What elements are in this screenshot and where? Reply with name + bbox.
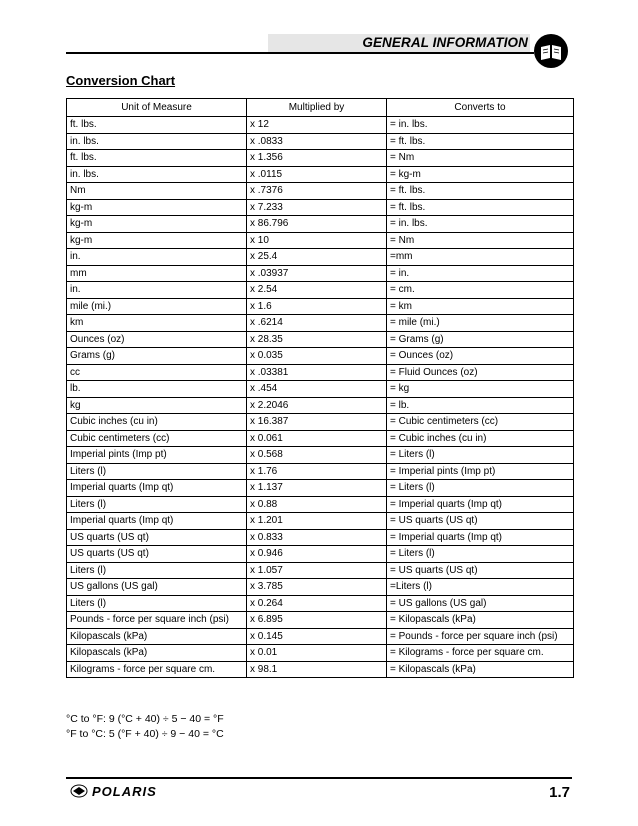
table-row (67, 414, 574, 431)
polaris-logo (70, 782, 180, 800)
cell-unit: Liters (l) (67, 463, 247, 480)
table-row (67, 513, 574, 530)
cell-multiplier: x 1.137 (247, 480, 387, 497)
table-row (67, 463, 574, 480)
cell-multiplier: x 1.201 (247, 513, 387, 530)
table-row (67, 480, 574, 497)
cell-multiplier: x 7.233 (247, 199, 387, 216)
table-row (67, 546, 574, 563)
cell-converts-to: = Nm (387, 150, 574, 167)
cell-unit: Nm (67, 183, 247, 200)
cell-multiplier: x 0.035 (247, 348, 387, 365)
cell-multiplier: x .03937 (247, 265, 387, 282)
cell-multiplier: x 0.946 (247, 546, 387, 563)
cell-unit: Imperial pints (Imp pt) (67, 447, 247, 464)
cell-multiplier: x .0115 (247, 166, 387, 183)
cell-unit: kg-m (67, 216, 247, 233)
table-row (67, 249, 574, 266)
cell-unit: Cubic inches (cu in) (67, 414, 247, 431)
cell-unit: ft. lbs. (67, 150, 247, 167)
cell-multiplier: x 3.785 (247, 579, 387, 596)
column-header-unit: Unit of Measure (67, 99, 247, 117)
cell-unit: in. lbs. (67, 133, 247, 150)
table-row (67, 117, 574, 134)
cell-unit: mile (mi.) (67, 298, 247, 315)
cell-converts-to: = in. (387, 265, 574, 282)
table-body (67, 117, 574, 678)
cell-unit: Ounces (oz) (67, 331, 247, 348)
cell-unit: Liters (l) (67, 562, 247, 579)
table-row (67, 331, 574, 348)
cell-multiplier: x .454 (247, 381, 387, 398)
section-title: GENERAL INFORMATION (362, 35, 528, 50)
cell-multiplier: x 28.35 (247, 331, 387, 348)
footer-rule (66, 777, 572, 779)
table-row (67, 364, 574, 381)
cell-multiplier: x 1.356 (247, 150, 387, 167)
table-row (67, 579, 574, 596)
cell-multiplier: x 0.568 (247, 447, 387, 464)
table-row (67, 166, 574, 183)
cell-converts-to: = lb. (387, 397, 574, 414)
cell-unit: lb. (67, 381, 247, 398)
table-row (67, 199, 574, 216)
table-row (67, 315, 574, 332)
cell-converts-to: = km (387, 298, 574, 315)
cell-unit: Kilopascals (kPa) (67, 628, 247, 645)
header-rule (66, 52, 534, 54)
cell-unit: Kilograms - force per square cm. (67, 661, 247, 678)
cell-unit: US quarts (US qt) (67, 529, 247, 546)
cell-multiplier: x 1.057 (247, 562, 387, 579)
page-number: 1.7 (549, 784, 570, 801)
cell-converts-to: = Fluid Ounces (oz) (387, 364, 574, 381)
cell-multiplier: x 0.833 (247, 529, 387, 546)
table-row (67, 397, 574, 414)
cell-unit: in. (67, 282, 247, 299)
cell-unit: in. (67, 249, 247, 266)
cell-unit: Pounds - force per square inch (psi) (67, 612, 247, 629)
cell-converts-to: = Cubic inches (cu in) (387, 430, 574, 447)
cell-converts-to: = kg-m (387, 166, 574, 183)
table-row (67, 529, 574, 546)
cell-multiplier: x 12 (247, 117, 387, 134)
cell-multiplier: x .03381 (247, 364, 387, 381)
info-book-icon (533, 33, 569, 69)
cell-converts-to: = US quarts (US qt) (387, 562, 574, 579)
cell-multiplier: x 2.54 (247, 282, 387, 299)
cell-converts-to: = Liters (l) (387, 447, 574, 464)
table-row (67, 496, 574, 513)
cell-multiplier: x 16.387 (247, 414, 387, 431)
table-row (67, 232, 574, 249)
cell-multiplier: x 98.1 (247, 661, 387, 678)
table-row (67, 133, 574, 150)
table-row (67, 595, 574, 612)
column-header-multiplier: Multiplied by (247, 99, 387, 117)
table-row (67, 265, 574, 282)
cell-multiplier: x 0.01 (247, 645, 387, 662)
cell-unit: Imperial quarts (Imp qt) (67, 513, 247, 530)
cell-converts-to: = ft. lbs. (387, 199, 574, 216)
cell-multiplier: x 0.061 (247, 430, 387, 447)
cell-converts-to: = mile (mi.) (387, 315, 574, 332)
table-row (67, 216, 574, 233)
cell-unit: km (67, 315, 247, 332)
cell-multiplier: x 0.88 (247, 496, 387, 513)
cell-converts-to: =mm (387, 249, 574, 266)
table-row (67, 150, 574, 167)
cell-converts-to: = Imperial quarts (Imp qt) (387, 496, 574, 513)
chart-title: Conversion Chart (66, 73, 176, 88)
cell-converts-to: = Kilograms - force per square cm. (387, 645, 574, 662)
table-row (67, 645, 574, 662)
table-row (67, 661, 574, 678)
cell-multiplier: x 6.895 (247, 612, 387, 629)
table-row (67, 348, 574, 365)
cell-converts-to: = Nm (387, 232, 574, 249)
table-row (67, 447, 574, 464)
svg-text:POLARIS: POLARIS (92, 784, 157, 799)
cell-converts-to: = in. lbs. (387, 117, 574, 134)
cell-converts-to: = kg (387, 381, 574, 398)
cell-converts-to: = cm. (387, 282, 574, 299)
cell-unit: cc (67, 364, 247, 381)
cell-converts-to: = Pounds - force per square inch (psi) (387, 628, 574, 645)
table-row (67, 282, 574, 299)
cell-multiplier: x 25.4 (247, 249, 387, 266)
cell-multiplier: x .6214 (247, 315, 387, 332)
cell-unit: Kilopascals (kPa) (67, 645, 247, 662)
cell-converts-to: = Imperial quarts (Imp qt) (387, 529, 574, 546)
cell-unit: Liters (l) (67, 496, 247, 513)
cell-converts-to: = Kilopascals (kPa) (387, 612, 574, 629)
cell-unit: Liters (l) (67, 595, 247, 612)
cell-converts-to: = Ounces (oz) (387, 348, 574, 365)
cell-multiplier: x 10 (247, 232, 387, 249)
formula-c-to-f: °C to °F: 9 (°C + 40) ÷ 5 − 40 = °F (66, 713, 224, 725)
cell-converts-to: = Kilopascals (kPa) (387, 661, 574, 678)
cell-converts-to: =Liters (l) (387, 579, 574, 596)
cell-converts-to: = ft. lbs. (387, 183, 574, 200)
cell-multiplier: x 0.145 (247, 628, 387, 645)
cell-unit: Grams (g) (67, 348, 247, 365)
cell-multiplier: x 2.2046 (247, 397, 387, 414)
cell-converts-to: = in. lbs. (387, 216, 574, 233)
cell-multiplier: x 0.264 (247, 595, 387, 612)
table-row (67, 430, 574, 447)
cell-unit: in. lbs. (67, 166, 247, 183)
table-row (67, 183, 574, 200)
formula-f-to-c: °F to °C: 5 (°F + 40) ÷ 9 − 40 = °C (66, 728, 224, 740)
cell-converts-to: = Liters (l) (387, 546, 574, 563)
conversion-table (66, 98, 574, 678)
cell-converts-to: = US quarts (US qt) (387, 513, 574, 530)
cell-multiplier: x .0833 (247, 133, 387, 150)
cell-converts-to: = US gallons (US gal) (387, 595, 574, 612)
cell-converts-to: = Liters (l) (387, 480, 574, 497)
cell-unit: US gallons (US gal) (67, 579, 247, 596)
cell-unit: ft. lbs. (67, 117, 247, 134)
table-row (67, 381, 574, 398)
table-header-row (67, 99, 574, 117)
table-row (67, 628, 574, 645)
cell-unit: Cubic centimeters (cc) (67, 430, 247, 447)
cell-unit: kg-m (67, 232, 247, 249)
cell-converts-to: = Cubic centimeters (cc) (387, 414, 574, 431)
cell-unit: Imperial quarts (Imp qt) (67, 480, 247, 497)
table-row (67, 612, 574, 629)
table-row (67, 562, 574, 579)
cell-multiplier: x 1.76 (247, 463, 387, 480)
column-header-converts-to: Converts to (387, 99, 574, 117)
cell-unit: kg-m (67, 199, 247, 216)
cell-unit: kg (67, 397, 247, 414)
cell-multiplier: x 1.6 (247, 298, 387, 315)
cell-converts-to: = Grams (g) (387, 331, 574, 348)
cell-multiplier: x .7376 (247, 183, 387, 200)
table-row (67, 298, 574, 315)
cell-multiplier: x 86.796 (247, 216, 387, 233)
cell-unit: US quarts (US qt) (67, 546, 247, 563)
cell-converts-to: = ft. lbs. (387, 133, 574, 150)
cell-unit: mm (67, 265, 247, 282)
cell-converts-to: = Imperial pints (Imp pt) (387, 463, 574, 480)
